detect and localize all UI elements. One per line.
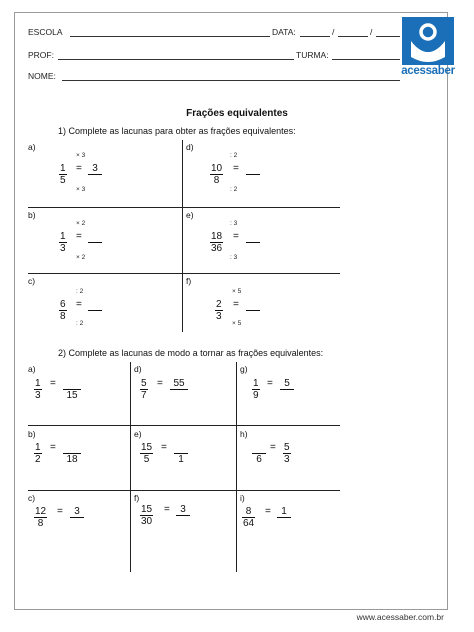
escola-label: ESCOLA: [28, 27, 63, 37]
equals-sign: =: [233, 163, 239, 174]
answer-blank[interactable]: [88, 310, 102, 311]
equals-sign: =: [233, 299, 239, 310]
numerator: 18: [211, 231, 223, 242]
answer-numerator[interactable]: [65, 442, 79, 453]
denominator: 8: [37, 518, 44, 529]
fraction: [242, 506, 255, 529]
data-label: DATA:: [272, 27, 296, 37]
item-label: b): [28, 429, 36, 439]
equals-sign: =: [76, 299, 82, 310]
numerator: 2: [216, 299, 222, 310]
equals-sign: =: [265, 506, 271, 517]
instruction-2: 2) Complete as lacunas de modo a tornar as frações equivalentes:: [58, 348, 324, 358]
item-label: d): [186, 142, 194, 152]
denominator: 30: [141, 516, 153, 527]
numerator: 8: [245, 506, 252, 517]
denominator: 2: [35, 454, 41, 465]
date-day-field[interactable]: [300, 36, 330, 37]
item-label: c): [28, 493, 36, 503]
numerator: 1: [60, 163, 66, 174]
numerator: 1: [60, 231, 66, 242]
item-label: a): [28, 364, 36, 374]
denominator: 5: [60, 175, 66, 186]
numerator: 3: [74, 506, 80, 517]
top-operation: × 3: [76, 152, 86, 159]
numerator: 10: [211, 163, 223, 174]
answer-blank[interactable]: [88, 242, 102, 243]
numerator: 1: [281, 506, 287, 517]
answer-blank[interactable]: [246, 242, 260, 243]
instruction-1: 1) Complete as lacunas para obter as frações equivalentes:: [58, 126, 296, 136]
turma-label: TURMA:: [296, 50, 329, 60]
bottom-operation: : 2: [230, 186, 238, 193]
fraction: [59, 163, 67, 186]
section2-row-line: [28, 425, 340, 426]
answer-fraction[interactable]: [170, 378, 188, 401]
answer-denominator[interactable]: [280, 390, 294, 401]
answer-denominator[interactable]: [277, 518, 291, 529]
equals-sign: =: [76, 163, 82, 174]
numerator: 1: [35, 442, 41, 453]
equals-sign: =: [157, 378, 163, 389]
equals-sign: =: [161, 442, 167, 453]
equals-sign: =: [267, 378, 273, 389]
answer-fraction[interactable]: [252, 442, 266, 465]
denominator: 3: [284, 454, 290, 465]
equals-sign: =: [76, 231, 82, 242]
denominator: 5: [143, 454, 150, 465]
numerator: 5: [284, 442, 290, 453]
top-operation: × 2: [76, 220, 86, 227]
answer-numerator[interactable]: 3: [92, 163, 98, 174]
answer-fraction[interactable]: [277, 506, 291, 529]
answer-fraction[interactable]: [63, 442, 81, 465]
bottom-operation: × 2: [76, 254, 86, 261]
answer-fraction[interactable]: [280, 378, 294, 401]
footer-url[interactable]: www.acessaber.com.br: [356, 612, 444, 622]
fraction: [140, 504, 153, 527]
answer-numerator[interactable]: [65, 378, 79, 389]
item-label: b): [28, 210, 36, 220]
fraction: [140, 442, 153, 465]
section1-divider: [182, 140, 183, 332]
nome-label: NOME:: [28, 71, 56, 81]
denominator: 1: [178, 454, 184, 465]
numerator: 5: [284, 378, 290, 389]
fraction: [59, 231, 67, 254]
answer-denominator[interactable]: [70, 518, 84, 529]
denominator: 36: [211, 243, 223, 254]
top-operation: : 3: [230, 220, 238, 227]
numerator: 6: [60, 299, 66, 310]
top-operation: × 5: [232, 288, 242, 295]
fraction: [34, 378, 42, 401]
nome-field[interactable]: [62, 80, 400, 81]
answer-blank[interactable]: [246, 174, 260, 175]
equals-sign: =: [233, 231, 239, 242]
answer-fraction[interactable]: [63, 378, 81, 401]
fraction: [283, 442, 291, 465]
denominator: 8: [213, 175, 220, 186]
prof-label: PROF:: [28, 50, 54, 60]
numerator: 5: [141, 378, 147, 389]
section1-row-line: [28, 273, 340, 274]
numerator: 1: [253, 378, 259, 389]
item-label: d): [134, 364, 142, 374]
fraction: [210, 163, 223, 186]
section1-row-line: [28, 207, 340, 208]
fraction: [140, 378, 148, 401]
denominator: 8: [60, 311, 66, 322]
answer-fraction[interactable]: [70, 506, 84, 529]
item-label: a): [28, 142, 36, 152]
answer-denominator[interactable]: [172, 390, 186, 401]
section2-divider: [236, 362, 237, 572]
numerator: 3: [180, 504, 186, 515]
numerator: 12: [35, 506, 47, 517]
bottom-operation: × 5: [232, 320, 242, 327]
answer-fraction[interactable]: [176, 504, 190, 527]
answer-denominator[interactable]: [88, 175, 102, 186]
date-month-field[interactable]: [338, 36, 368, 37]
denominator: 64: [243, 518, 255, 529]
logo-icon: [402, 17, 454, 65]
numerator: 15: [141, 504, 153, 515]
section2-divider: [130, 362, 131, 572]
bottom-operation: : 3: [230, 254, 238, 261]
answer-fraction[interactable]: [174, 442, 188, 465]
item-label: h): [240, 429, 248, 439]
fraction: [210, 231, 223, 254]
denominator: 3: [35, 390, 41, 401]
page-title: Frações equivalentes: [186, 108, 288, 119]
prof-field[interactable]: [58, 59, 294, 60]
equals-sign: =: [57, 506, 63, 517]
numerator: 15: [141, 442, 153, 453]
answer-denominator[interactable]: [176, 516, 190, 527]
item-label: f): [134, 493, 140, 503]
item-label: f): [186, 276, 192, 286]
equals-sign: =: [50, 378, 56, 389]
bottom-operation: : 2: [76, 320, 84, 327]
denominator: 18: [66, 454, 78, 465]
fraction: [34, 506, 47, 529]
answer-numerator[interactable]: [174, 442, 188, 453]
bottom-operation: × 3: [76, 186, 86, 193]
date-year-field[interactable]: [376, 36, 400, 37]
fraction: [59, 299, 67, 322]
equals-sign: =: [270, 442, 276, 453]
acessaber-logo: [402, 17, 454, 81]
answer-fraction[interactable]: [88, 163, 102, 186]
date-separator: /: [332, 27, 335, 37]
item-label: e): [134, 429, 142, 439]
equals-sign: =: [50, 442, 56, 453]
denominator: 15: [66, 390, 78, 401]
numerator: 1: [35, 378, 41, 389]
item-label: c): [28, 276, 36, 286]
denominator: 6: [256, 454, 262, 465]
denominator: 3: [216, 311, 222, 322]
answer-numerator[interactable]: [252, 442, 266, 453]
numerator: 55: [173, 378, 185, 389]
item-label: g): [240, 364, 248, 374]
fraction: [252, 378, 260, 401]
item-label: e): [186, 210, 194, 220]
denominator: 7: [141, 390, 147, 401]
section2-row-line: [28, 490, 340, 491]
denominator: 9: [253, 390, 259, 401]
fraction: [34, 442, 42, 465]
answer-blank[interactable]: [246, 310, 260, 311]
denominator: 3: [60, 243, 66, 254]
top-operation: : 2: [230, 152, 238, 159]
equals-sign: =: [164, 504, 170, 515]
top-operation: : 2: [76, 288, 84, 295]
item-label: i): [240, 493, 245, 503]
fraction: [215, 299, 223, 322]
date-separator: /: [370, 27, 373, 37]
escola-field[interactable]: [70, 36, 270, 37]
turma-field[interactable]: [332, 59, 400, 60]
logo-text: acessaber: [401, 65, 455, 77]
